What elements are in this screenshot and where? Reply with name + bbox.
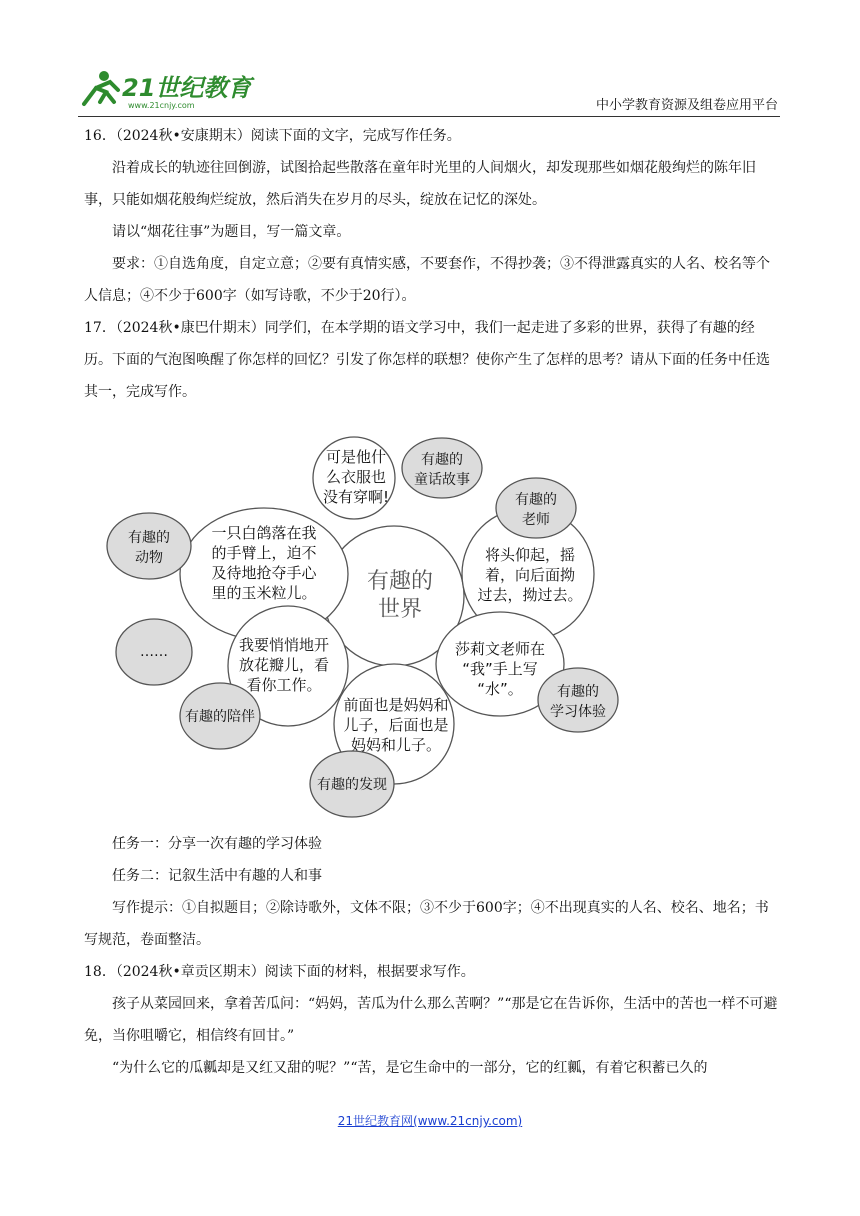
tale-label-bubble [402, 438, 482, 498]
teacher-label-2: 老师 [522, 512, 550, 528]
study-quote-2: “我”手上写 [462, 660, 538, 678]
tale-label-2: 童话故事 [414, 472, 470, 488]
logo-text: 21世纪教育 [122, 74, 252, 102]
study-label-bubble [538, 668, 618, 732]
study-quote-1: 莎莉文老师在 [454, 640, 546, 658]
center-line-2: 世界 [377, 597, 423, 622]
study-label-1: 有趣的 [557, 684, 599, 700]
header-platform-name: 中小学教育资源及组卷应用平台 [595, 98, 778, 113]
companion-quote-3: 看你工作。 [246, 676, 322, 694]
companion-quote-2: 放花瓣儿，看 [238, 656, 330, 674]
animal-quote-3: 及待地抢夺手心 [211, 564, 317, 582]
teacher-label-bubble [496, 478, 576, 538]
logo-url: www.21cnjy.com [128, 101, 195, 110]
discovery-quote-3: 妈妈和儿子。 [350, 736, 442, 754]
site-logo [78, 66, 278, 112]
q16-title: 16．（2024秋•安康期末）阅读下面的文字，完成写作任务。 [84, 128, 461, 144]
ellipsis-label: …… [140, 644, 168, 660]
q16-para2: 请以“烟花往事”为题目，写一篇文章。 [112, 224, 351, 240]
animal-label-2: 动物 [135, 550, 163, 566]
animal-label-bubble [107, 513, 191, 579]
companion-quote-1: 我要悄悄地开 [238, 636, 330, 654]
page-footer [0, 1112, 860, 1129]
teacher-label-1: 有趣的 [515, 492, 557, 508]
q17-task2: 任务二：记叙生活中有趣的人和事 [112, 868, 322, 884]
q17-tips: 写作提示：①自拟题目；②除诗歌外，文体不限；③不少于600字；④不出现真实的人名、校名、地名；书写规范，卷面整洁。 [84, 900, 769, 948]
tale-quote-2: 么衣服也 [325, 468, 387, 486]
q18-para1: 孩子从菜园回来，拿着苦瓜问：“妈妈，苦瓜为什么那么苦啊？”“那是它在告诉你，生活中的苦也一样不可避免，当你咀嚼它，相信终有回甘。” [84, 996, 778, 1044]
animal-label-1: 有趣的 [128, 530, 170, 546]
q16-para3: 要求：①自选角度，自定立意；②要有真情实感，不要套作，不得抄袭；③不得泄露真实的人名、校名等个人信息；④不少于600字（如写诗歌，不少于20行）。 [84, 256, 770, 304]
companion-label: 有趣的陪伴 [185, 709, 255, 725]
teacher-quote-2: 着，向后面拗 [484, 566, 576, 584]
q18-title: 18．（2024秋•章贡区期末）阅读下面的材料，根据要求写作。 [84, 964, 475, 980]
q17-title: 17．（2024秋•康巴什期末）同学们，在本学期的语文学习中，我们一起走进了多彩的世界，获得了有趣的经历。下面的气泡图唤醒了你怎样的回忆？引发了你怎样的联想？使你产生了怎样的思考？请从下面的任务中任选其一，完成写作。 [84, 320, 770, 400]
animal-quote-1: 一只白鸽落在我 [211, 524, 317, 542]
q18-para2: “为什么它的瓜瓤却是又红又甜的呢？”“苦，是它生命中的一部分，它的红瓤，有着它积蓄已久的 [112, 1060, 708, 1076]
q17-task1: 任务一：分享一次有趣的学习体验 [112, 836, 322, 852]
tale-quote-3: 没有穿啊! [322, 488, 390, 506]
center-line-1: 有趣的 [366, 569, 434, 594]
runner-icon [84, 71, 118, 104]
teacher-quote-1: 将头仰起，摇 [484, 546, 576, 564]
content-lower [84, 828, 780, 1084]
tale-quote-1: 可是他什 [325, 448, 387, 466]
discovery-quote-2: 儿子，后面也是 [343, 716, 449, 734]
study-quote-3: “水”。 [477, 680, 523, 698]
tale-label-1: 有趣的 [421, 452, 463, 468]
animal-quote-4: 里的玉米粒儿。 [211, 584, 317, 602]
discovery-quote-1: 前面也是妈妈和 [343, 696, 449, 714]
bubble-diagram [104, 428, 624, 824]
footer-link[interactable]: 21世纪教育网(www.21cnjy.com) [337, 1114, 523, 1128]
study-label-2: 学习体验 [550, 704, 606, 720]
page-header [78, 66, 780, 117]
content [84, 120, 780, 408]
discovery-label: 有趣的发现 [317, 777, 387, 793]
q16-para1: 沿着成长的轨迹往回倒游，试图拾起些散落在童年时光里的人间烟火，却发现那些如烟花般绚烂的陈年旧事，只能如烟花般绚烂绽放，然后消失在岁月的尽头，绽放在记忆的深处。 [84, 160, 756, 208]
animal-quote-2: 的手臂上，迫不 [211, 544, 317, 562]
teacher-quote-3: 过去，拗过去。 [477, 586, 583, 604]
